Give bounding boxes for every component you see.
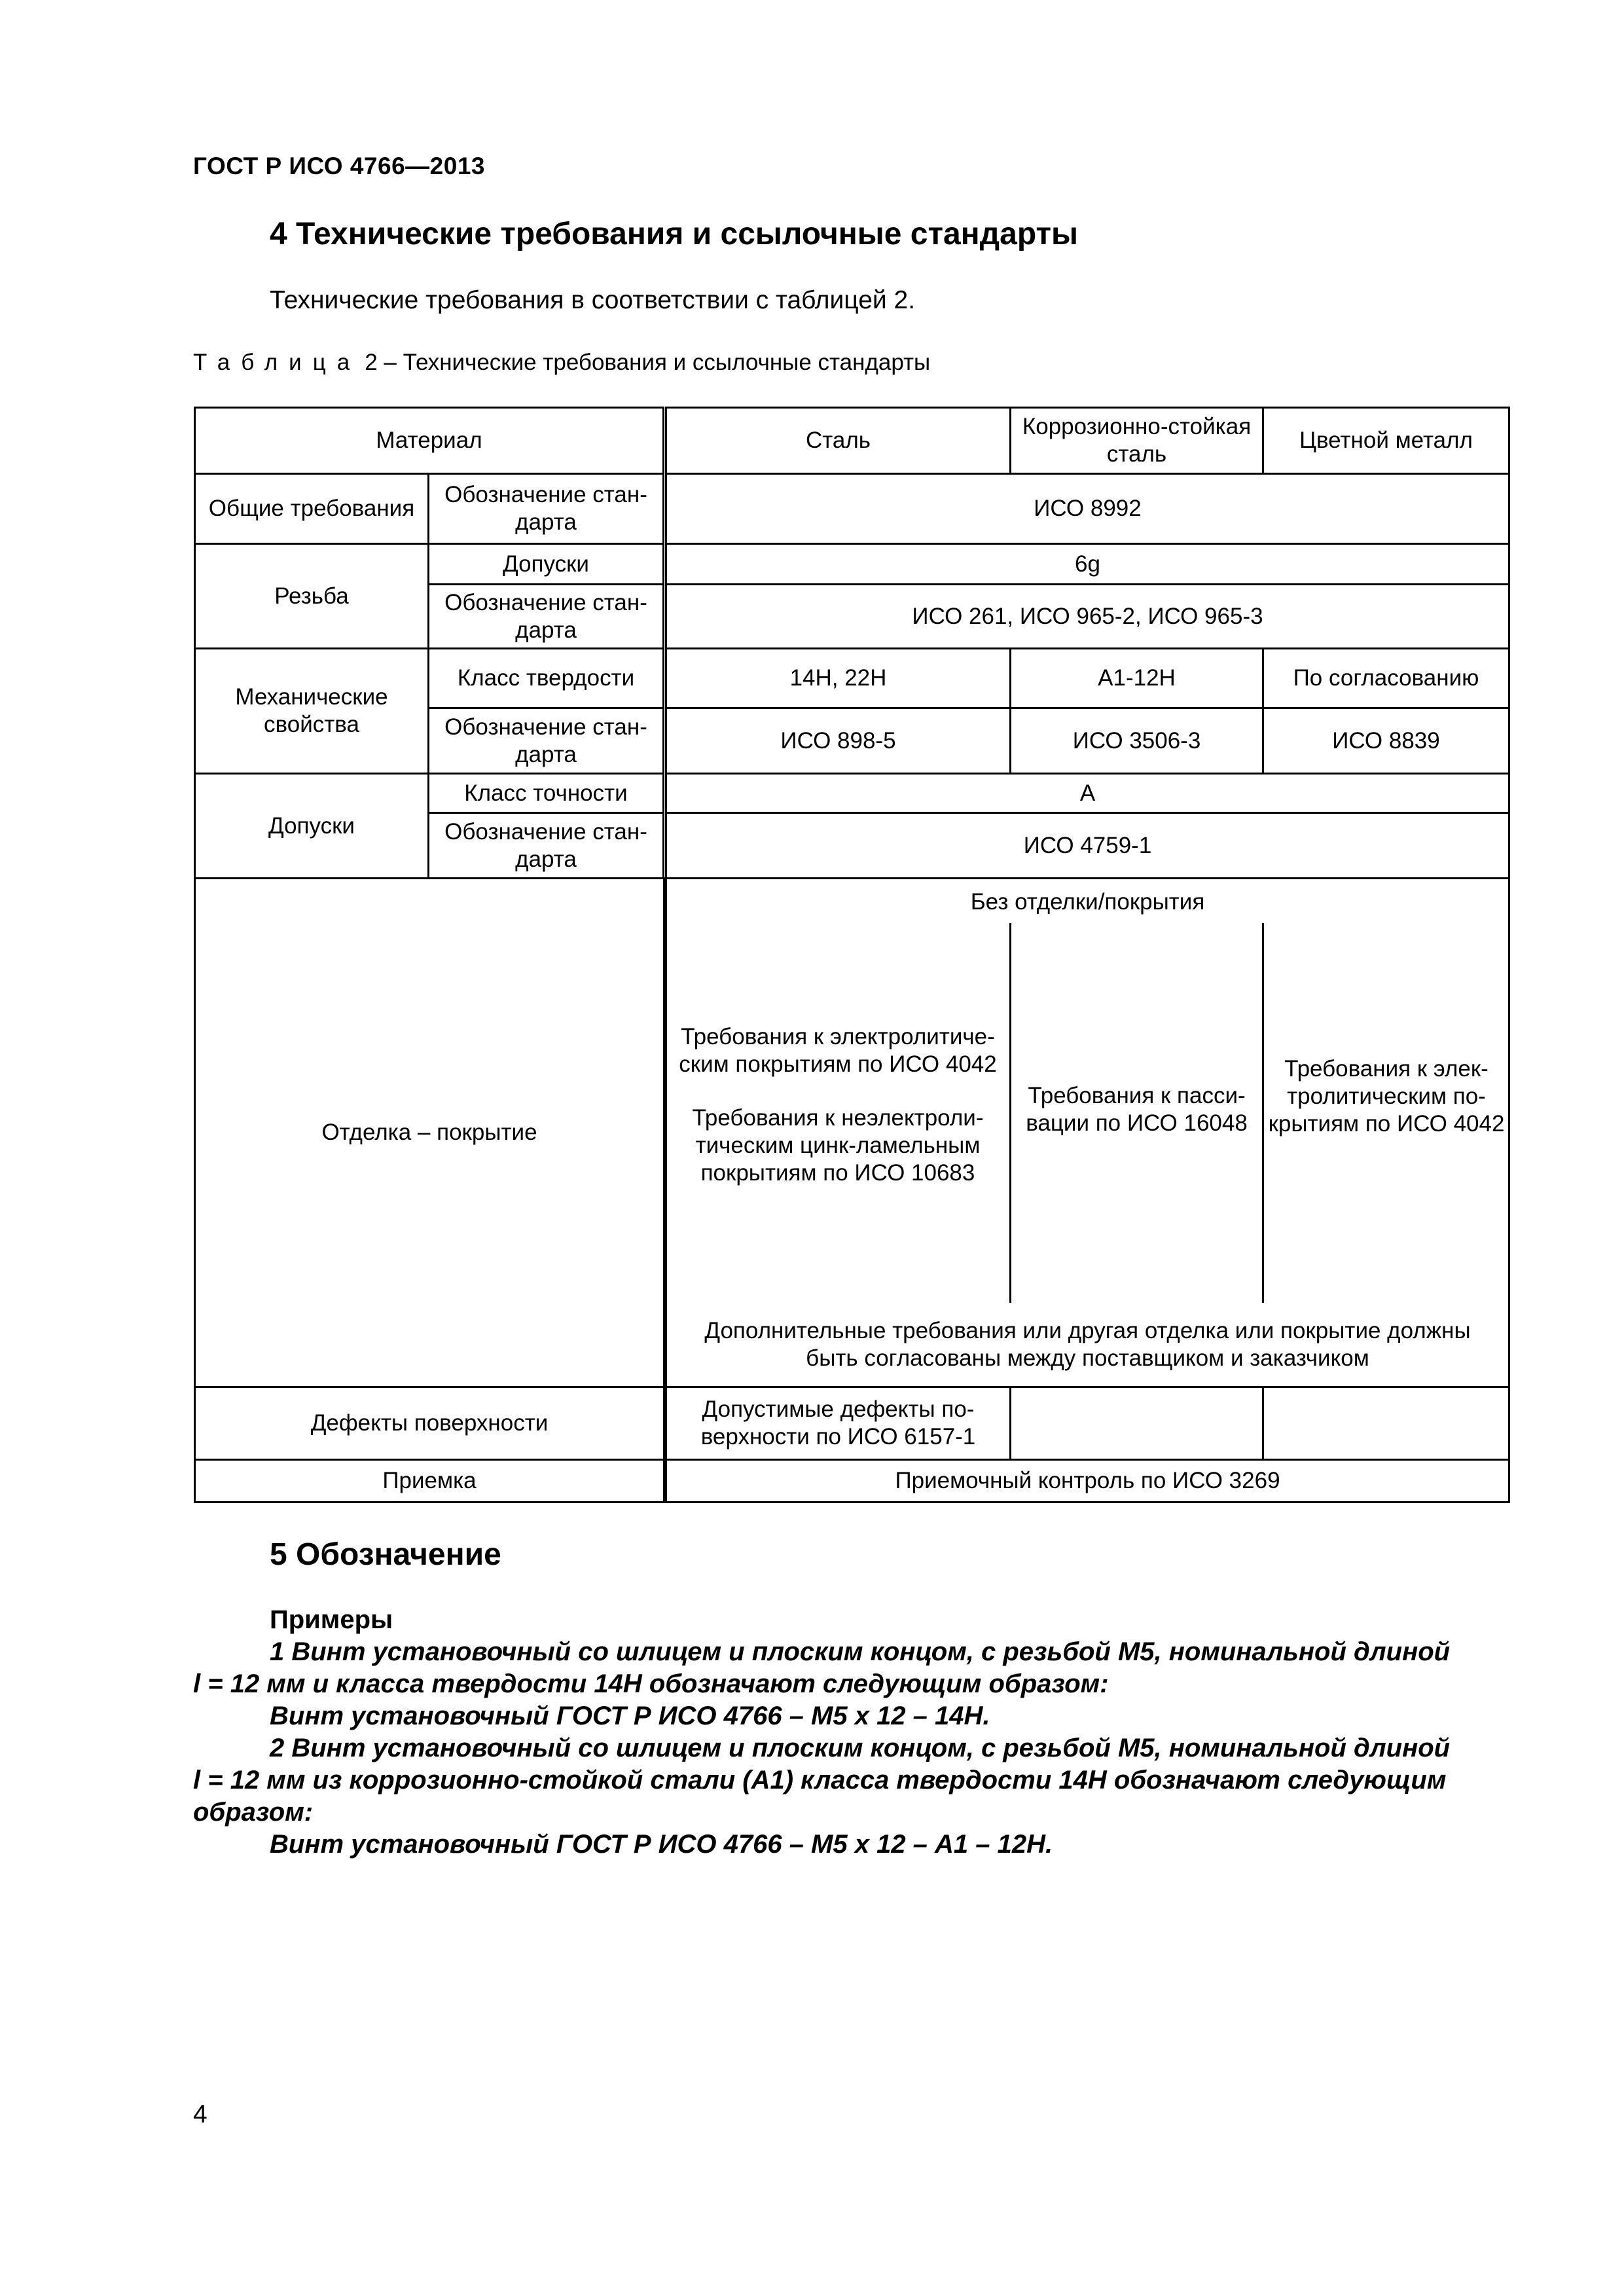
defects-steel: Допустимые дефекты по-верхности по ИСО 6157-1: [665, 1386, 1011, 1461]
defects-nonferrous: [1262, 1386, 1510, 1461]
finish-steel-2: Требования к неэлектроли-тическим цинк-ламельным покрытиям по ИСО 10683: [692, 1105, 984, 1186]
mech-std-param: Обозначение стан-дарта: [427, 707, 664, 774]
defects-group: Дефекты поверхности: [194, 1386, 665, 1461]
finish-top: Без отделки/покрытия: [970, 889, 1205, 915]
defects-stainless: [1009, 1386, 1264, 1461]
thread-tol-param: Допуски: [427, 543, 664, 585]
finish-steel-1: Требования к электролитиче-ским покрытиям по ИСО 4042: [679, 1024, 997, 1077]
finish-group: Отделка – покрытие: [194, 877, 665, 1388]
header-nonferrous: Цветной металл: [1262, 407, 1510, 475]
tolerances-std-param: Обозначение стан-дарта: [427, 812, 664, 879]
section-4-intro: Технические требования в соответствии с таблицей 2.: [270, 286, 916, 314]
example-1-designation: Винт установочный ГОСТ Р ИСО 4766 – М5 х 12 – 14H.: [270, 1702, 990, 1730]
mech-hard-steel: 14H, 22H: [665, 647, 1011, 709]
example-2-line-1: 2 Винт установочный со шлицем и плоским концом, с резьбой М5, номинальной длиной: [270, 1734, 1451, 1762]
mech-std-steel: ИСО 898-5: [665, 707, 1011, 774]
acceptance-group: Приемка: [194, 1459, 665, 1503]
mech-hard-nonferrous: По согласованию: [1262, 647, 1510, 709]
header-steel: Сталь: [665, 407, 1011, 475]
mech-group: Механические свойства: [194, 647, 429, 774]
example-2-line-3: образом:: [193, 1798, 314, 1827]
thread-group: Резьба: [194, 543, 429, 649]
general-group: Общие требования: [194, 473, 429, 545]
general-value: ИСО 8992: [665, 473, 1510, 545]
examples-label: Примеры: [270, 1605, 393, 1634]
header-stainless: Коррозионно-стойкая сталь: [1009, 407, 1264, 475]
tolerances-group: Допуски: [194, 773, 429, 879]
mech-hard-param: Класс твердости: [427, 647, 664, 709]
general-param: Обозначение стан-дарта: [427, 473, 664, 545]
tolerances-std-value: ИСО 4759-1: [665, 812, 1510, 879]
table-caption-word: Таблица: [193, 350, 361, 375]
section-4-title: 4 Технические требования и ссылочные стандарты: [270, 217, 1079, 251]
table-caption-text: 2 – Технические требования и ссылочные стандарты: [365, 350, 931, 375]
example-2-line-2: l = 12 мм из коррозионно-стойкой стали (А1) класса твердости 14H обозначают следующим: [193, 1766, 1447, 1795]
page-number: 4: [193, 2100, 208, 2128]
thread-tol-value: 6g: [665, 543, 1510, 585]
example-2-designation: Винт установочный ГОСТ Р ИСО 4766 – М5 х 12 – А1 – 12H.: [270, 1830, 1053, 1859]
thread-std-value: ИСО 261, ИСО 965-2, ИСО 965-3: [665, 583, 1510, 649]
finish-bottom: Дополнительные требования или другая отделка или покрытие должны быть согласованы между поставщиком и заказчиком: [704, 1317, 1471, 1371]
document-id: ГОСТ Р ИСО 4766—2013: [193, 153, 485, 179]
mech-hard-stainless: A1-12H: [1009, 647, 1264, 709]
finish-divider-2: [1262, 923, 1264, 1303]
example-1-line-2: l = 12 мм и класса твердости 14H обозначают следующим образом:: [193, 1669, 1109, 1698]
section-5-title: 5 Обозначение: [270, 1537, 501, 1572]
finish-nonferrous: Требования к элек-тролитическим по-крытиям по ИСО 4042: [1268, 1056, 1505, 1137]
example-1-line-1: 1 Винт установочный со шлицем и плоским концом, с резьбой М5, номинальной длиной: [270, 1637, 1451, 1666]
tolerances-acc-value: A: [665, 773, 1510, 814]
mech-std-nonferrous: ИСО 8839: [1262, 707, 1510, 774]
table-caption: [193, 350, 930, 376]
thread-std-param: Обозначение стан-дарта: [427, 583, 664, 649]
header-material: Материал: [194, 407, 664, 475]
mech-std-stainless: ИСО 3506-3: [1009, 707, 1264, 774]
acceptance-value: Приемочный контроль по ИСО 3269: [665, 1459, 1510, 1503]
tolerances-acc-param: Класс точности: [427, 773, 664, 814]
finish-divider-1: [1009, 923, 1011, 1303]
finish-stainless: Требования к пасси-вации по ИСО 16048: [1026, 1083, 1248, 1136]
